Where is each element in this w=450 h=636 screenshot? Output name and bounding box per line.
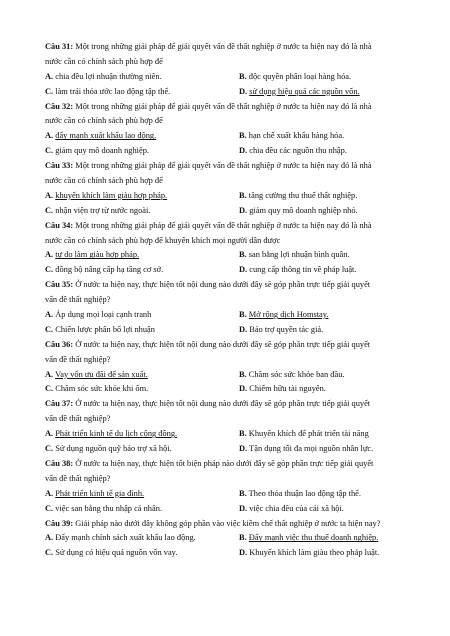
option-row [45, 323, 420, 338]
question-stem [45, 517, 420, 532]
option-text: Theo thỏa thuận lao động tập thể. [248, 488, 361, 498]
option-row [45, 144, 420, 159]
question-text: Một trong những giải pháp để giải quyết vấn đề thất nghiệp ở nước ta hiện nay đó là nhà [75, 101, 372, 111]
answer-option [239, 531, 420, 546]
answer-option [239, 129, 420, 144]
option-text: làm trái thỏa ước lao động tập thể. [55, 86, 171, 96]
answer-option [239, 546, 420, 561]
answer-option [45, 323, 239, 338]
option-row [45, 70, 420, 85]
question-number: Câu 33: [45, 161, 74, 171]
option-letter: C. [45, 548, 54, 558]
option-letter: B. [239, 488, 247, 498]
option-letter: D. [239, 324, 248, 334]
option-text-underlined: sử dụng hiệu quả các nguồn vốn. [249, 86, 360, 96]
option-row [45, 531, 420, 546]
question-text: nước cần có chính sách phù hợp để [45, 116, 163, 126]
option-letter: C. [45, 324, 54, 334]
question-text: Giải pháp nào dưới đây không góp phần vào việc kiềm chế thất nghiệp ở nước ta hiện nay? [75, 518, 381, 528]
option-text: Chiếm hữu tài nguyên. [249, 384, 326, 394]
question-stem [45, 397, 420, 412]
question-number: Câu 37: [45, 399, 74, 409]
option-text: Sử dụng nguồn quỹ bảo trợ xã hội. [55, 444, 172, 454]
answer-option [45, 204, 239, 219]
option-text: nhận viện trợ từ nước ngoài. [55, 205, 151, 215]
option-letter: A. [45, 369, 54, 379]
option-letter: B. [239, 250, 247, 260]
option-row [45, 248, 420, 263]
option-letter: B. [239, 310, 247, 320]
answer-option [239, 70, 420, 85]
question-number: Câu 34: [45, 220, 74, 230]
question-block [45, 40, 420, 100]
question-stem [45, 40, 420, 55]
option-row [45, 502, 420, 517]
question-stem [45, 278, 420, 293]
question-stem [45, 457, 420, 472]
option-row [45, 85, 420, 100]
option-text: Chăm sóc sức khỏe khi ốm. [55, 384, 149, 394]
answer-option [239, 248, 420, 263]
answer-option [239, 502, 420, 517]
question-text: Ở nước ta hiện nay, thực hiện tốt nội dung nào dưới đây sẽ góp phần trực tiếp giải quyết [75, 280, 371, 290]
answer-option [45, 308, 239, 323]
question-block [45, 457, 420, 517]
option-text: Khuyến khích làm giàu theo pháp luật. [249, 548, 380, 558]
option-text-underlined: khuyến khích làm giàu hợp pháp. [55, 190, 168, 200]
question-text: vấn đề thất nghiệp? [45, 295, 111, 305]
option-text: hạn chế xuất khẩu hàng hóa. [248, 131, 345, 141]
option-text: Sử dụng có hiệu quả nguồn vốn vay. [55, 548, 178, 558]
option-text-underlined: Phát triển kinh tế du lịch cộng đồng. [55, 429, 178, 439]
answer-option [239, 308, 420, 323]
option-text: Tận dụng tối đa mọi nguồn nhân lực. [249, 444, 374, 454]
option-letter: D. [239, 86, 248, 96]
option-text-underlined: Mở rộng dịch Homstay. [248, 310, 329, 320]
option-row [45, 308, 420, 323]
option-text: độc quyền phân loại hàng hóa. [248, 71, 352, 81]
option-text-underlined: Phát triển kinh tế gia đình. [55, 488, 145, 498]
option-letter: B. [239, 190, 247, 200]
option-text: chia đều các nguồn thu nhập. [249, 146, 347, 156]
option-letter: D. [239, 384, 248, 394]
answer-option [239, 323, 420, 338]
question-number: Câu 39: [45, 518, 74, 528]
question-text: Một trong những giải pháp để giải quyết vấn đề thất nghiệp ở nước ta hiện nay đó là nhà [75, 42, 372, 51]
question-number: Câu 38: [45, 458, 74, 468]
option-row [45, 368, 420, 383]
option-letter: D. [239, 146, 248, 156]
option-letter: D. [239, 503, 248, 513]
option-letter: A. [45, 533, 54, 543]
option-letter: A. [45, 250, 54, 260]
option-letter: B. [239, 131, 247, 141]
question-stem-continued [45, 412, 420, 427]
option-row [45, 204, 420, 219]
answer-option [239, 263, 420, 278]
option-row [45, 442, 420, 457]
question-text: vấn đề thất nghiệp? [45, 414, 111, 424]
answer-option [45, 70, 239, 85]
option-letter: D. [239, 548, 248, 558]
answer-option [239, 382, 420, 397]
option-text: Chăm sóc sức khỏe ban đầu. [248, 369, 345, 379]
question-text: Một trong những giải pháp để giải quyết vấn đề thất nghiệp ở nước ta hiện nay đó là nhà [75, 220, 372, 230]
option-text-underlined: Đẩy mạnh việc thu thuế doanh nghiệp. [248, 533, 379, 543]
option-row [45, 263, 420, 278]
option-letter: D. [239, 265, 248, 275]
answer-option [239, 487, 420, 502]
question-stem-continued [45, 234, 420, 249]
answer-option [45, 129, 239, 144]
question-stem [45, 100, 420, 115]
answer-option [239, 442, 420, 457]
question-block [45, 397, 420, 457]
question-text: Ở nước ta hiện nay, thực hiện tốt nội dung nào dưới đây sẽ góp phần trực tiếp giải quyết [75, 339, 371, 349]
question-block [45, 159, 420, 219]
question-stem [45, 159, 420, 174]
answer-option [45, 442, 239, 457]
question-number: Câu 31: [45, 42, 74, 51]
option-row [45, 546, 420, 561]
question-number: Câu 36: [45, 339, 74, 349]
option-text: Áp dụng mọi loại cạnh tranh [55, 310, 152, 320]
option-text: chia đều lợi nhuận thường niên. [55, 71, 162, 81]
option-text: Khuyến khích để phát triển tài năng [248, 429, 369, 439]
option-text: việc chia đều của cải xã hội. [249, 503, 344, 513]
option-letter: C. [45, 503, 54, 513]
answer-option [45, 263, 239, 278]
answer-option [45, 382, 239, 397]
option-letter: C. [45, 86, 54, 96]
question-stem-continued [45, 114, 420, 129]
option-letter: A. [45, 488, 54, 498]
option-text: việc san bằng thu nhập cá nhân. [55, 503, 162, 513]
option-letter: A. [45, 310, 54, 320]
option-row [45, 189, 420, 204]
option-text: Đẩy mạnh chính sách xuất khẩu lao động. [55, 533, 196, 543]
option-row [45, 382, 420, 397]
question-stem-continued [45, 293, 420, 308]
option-letter: B. [239, 429, 247, 439]
answer-option [45, 502, 239, 517]
question-number: Câu 32: [45, 101, 74, 111]
question-stem [45, 338, 420, 353]
answer-option [239, 204, 420, 219]
option-text: san bằng lợi nhuận bình quân. [248, 250, 350, 260]
answer-option [45, 248, 239, 263]
option-letter: D. [239, 444, 248, 454]
question-number: Câu 35: [45, 280, 74, 290]
question-text: Ở nước ta hiện nay, thực hiện tốt biện pháp nào dưới đây sẽ góp phần trực tiếp giải quyết [75, 458, 374, 468]
answer-option [45, 546, 239, 561]
option-text: Chiến lược phân bổ lợi nhuận [55, 324, 155, 334]
question-text: vấn đề thất nghiệp? [45, 473, 111, 483]
question-block [45, 100, 420, 160]
question-text: vấn đề thất nghiệp? [45, 354, 111, 364]
option-letter: C. [45, 146, 54, 156]
option-text: tăng cường thu thuế thất nghiệp. [248, 190, 358, 200]
option-letter: C. [45, 205, 54, 215]
question-text: nước cần có chính sách phù hợp để khuyến khích mọi người dân được [45, 235, 281, 245]
answer-option [45, 368, 239, 383]
question-block [45, 219, 420, 279]
option-letter: A. [45, 429, 54, 439]
option-letter: C. [45, 444, 54, 454]
option-text: cung cấp thông tin về pháp luật. [249, 265, 357, 275]
answer-option [239, 189, 420, 204]
option-row [45, 129, 420, 144]
question-text: nước cần có chính sách phù hợp để [45, 176, 163, 186]
option-text: đồng bộ nâng cấp hạ tầng cơ sở. [55, 265, 164, 275]
question-stem-continued [45, 353, 420, 368]
question-list [45, 40, 420, 561]
answer-option [45, 189, 239, 204]
answer-option [45, 144, 239, 159]
question-stem-continued [45, 174, 420, 189]
question-text: Một trong những giải pháp để giải quyết vấn đề thất nghiệp ở nước ta hiện nay đó là nhà [75, 161, 372, 171]
answer-option [239, 427, 420, 442]
answer-option [239, 368, 420, 383]
option-text: Bảo trợ quyền tác giả. [249, 324, 324, 334]
option-letter: B. [239, 369, 247, 379]
option-text: giảm quy mô doanh nghiệp nhỏ. [249, 205, 358, 215]
answer-option [45, 487, 239, 502]
question-stem-continued [45, 55, 420, 70]
option-letter: B. [239, 71, 247, 81]
answer-option [45, 85, 239, 100]
question-block [45, 517, 420, 562]
answer-option [45, 531, 239, 546]
question-block [45, 278, 420, 338]
option-letter: A. [45, 131, 54, 141]
option-letter: A. [45, 71, 54, 81]
option-letter: A. [45, 190, 54, 200]
option-letter: D. [239, 205, 248, 215]
question-block [45, 338, 420, 398]
question-stem-continued [45, 472, 420, 487]
option-row [45, 487, 420, 502]
option-text-underlined: tự do làm giàu hợp pháp. [55, 250, 140, 260]
option-text: giảm quy mô doanh nghiệp. [55, 146, 149, 156]
option-letter: B. [239, 533, 247, 543]
option-row [45, 427, 420, 442]
option-letter: C. [45, 384, 54, 394]
answer-option [45, 427, 239, 442]
option-text-underlined: Vay vốn ưu đãi để sản xuất. [55, 369, 148, 379]
option-text-underlined: đẩy mạnh xuất khẩu lao động. [55, 131, 157, 141]
question-stem [45, 219, 420, 234]
question-text: Ở nước ta hiện nay, thực hiện tốt nội dung nào dưới đây sẽ góp phần trực tiếp giải quyết [75, 399, 371, 409]
option-letter: C. [45, 265, 54, 275]
question-text: nước cần có chính sách phù hợp để [45, 56, 163, 66]
answer-option [239, 85, 420, 100]
answer-option [239, 144, 420, 159]
